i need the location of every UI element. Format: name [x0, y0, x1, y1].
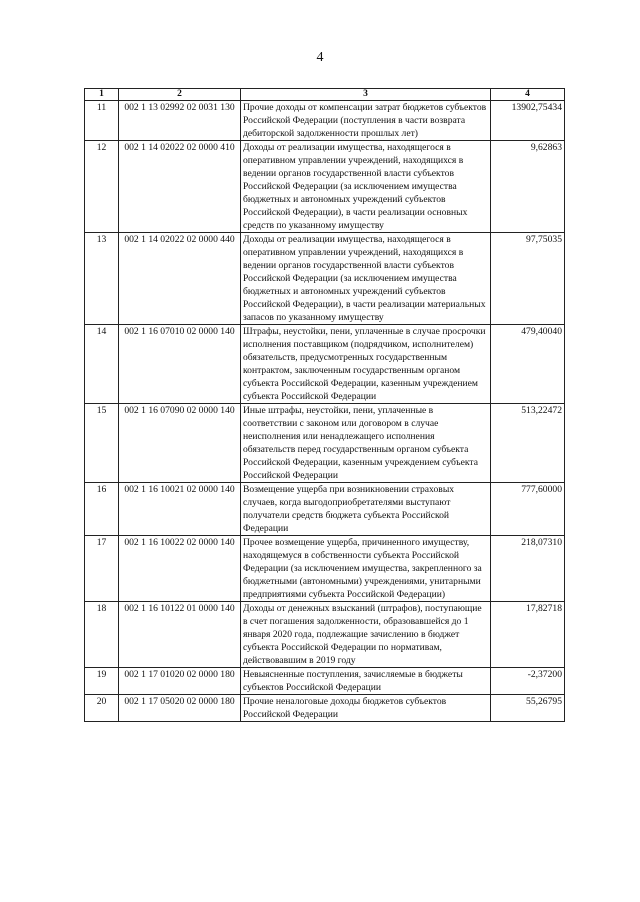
row-number: 11: [85, 101, 119, 141]
revenue-name: Прочее возмещение ущерба, причиненного имуществу, находящемуся в собственности субъекта Российской Федерации (за исключением имущества, закрепленного за бюджетными (автономными) учреждениями, унитарными предприятиями субъекта Российской Федерации): [241, 536, 491, 602]
revenue-amount: 777,60000: [491, 483, 565, 536]
table-row: [85, 101, 565, 141]
row-number: 14: [85, 325, 119, 404]
revenue-amount: -2,37200: [491, 668, 565, 695]
revenue-amount: 218,07310: [491, 536, 565, 602]
revenue-amount: 513,22472: [491, 404, 565, 483]
row-number: 15: [85, 404, 119, 483]
budget-code: 002 1 17 05020 02 0000 180: [119, 695, 241, 722]
revenue-amount: 17,82718: [491, 602, 565, 668]
table-row: [85, 233, 565, 325]
header-col-2: 2: [119, 89, 241, 101]
revenue-name: Невыясненные поступления, зачисляемые в бюджеты субъектов Российской Федерации: [241, 668, 491, 695]
header-col-4: 4: [491, 89, 565, 101]
row-number: 20: [85, 695, 119, 722]
row-number: 12: [85, 141, 119, 233]
revenue-name: Штрафы, неустойки, пени, уплаченные в случае просрочки исполнения поставщиком (подрядчиком, исполнителем) обязательств, предусмотренных государственным контрактом, заключенным государственным органом субъекта Российской Федерации, казенным учреждением субъекта Российской Федерации: [241, 325, 491, 404]
table-row: [85, 141, 565, 233]
row-number: 17: [85, 536, 119, 602]
table-row: [85, 325, 565, 404]
revenue-name: Доходы от реализации имущества, находящегося в оперативном управлении учреждений, находящихся в ведении органов государственной власти субъектов Российской Федерации (за исключением имущества бюджетных и автономных учреждений субъектов Российской Федерации), в части реализации материальных запасов по указанному имуществу: [241, 233, 491, 325]
revenue-amount: 97,75035: [491, 233, 565, 325]
budget-code: 002 1 16 10021 02 0000 140: [119, 483, 241, 536]
table-header-row: [85, 89, 565, 101]
row-number: 13: [85, 233, 119, 325]
revenue-table: [84, 88, 565, 722]
header-col-3: 3: [241, 89, 491, 101]
budget-code: 002 1 16 10122 01 0000 140: [119, 602, 241, 668]
revenue-amount: 479,40040: [491, 325, 565, 404]
budget-code: 002 1 17 01020 02 0000 180: [119, 668, 241, 695]
revenue-name: Прочие доходы от компенсации затрат бюджетов субъектов Российской Федерации (поступления в части возврата дебиторской задолженности прошлых лет): [241, 101, 491, 141]
revenue-name: Доходы от денежных взысканий (штрафов), поступающие в счет погашения задолженности, образовавшейся до 1 января 2020 года, подлежащие зачислению в бюджет субъекта Российской Федерации по нормативам, действовавшим в 2019 году: [241, 602, 491, 668]
revenue-name: Прочие неналоговые доходы бюджетов субъектов Российской Федерации: [241, 695, 491, 722]
row-number: 18: [85, 602, 119, 668]
revenue-name: Возмещение ущерба при возникновении страховых случаев, когда выгодоприобретателями выступают получатели средств бюджета субъекта Российской Федерации: [241, 483, 491, 536]
table-row: [85, 483, 565, 536]
budget-code: 002 1 14 02022 02 0000 410: [119, 141, 241, 233]
revenue-amount: 9,62863: [491, 141, 565, 233]
page-number: 4: [316, 50, 324, 65]
budget-code: 002 1 14 02022 02 0000 440: [119, 233, 241, 325]
row-number: 16: [85, 483, 119, 536]
budget-code: 002 1 16 07090 02 0000 140: [119, 404, 241, 483]
revenue-name: Иные штрафы, неустойки, пени, уплаченные в соответствии с законом или договором в случае неисполнения или ненадлежащего исполнения обязательств перед государственным органом субъекта Российской Федерации, казенным учреждением субъекта Российской Федерации: [241, 404, 491, 483]
revenue-amount: 13902,75434: [491, 101, 565, 141]
table-row: [85, 536, 565, 602]
revenue-name: Доходы от реализации имущества, находящегося в оперативном управлении учреждений, находящихся в ведении органов государственной власти субъектов Российской Федерации (за исключением имущества бюджетных и автономных учреждений субъектов Российской Федерации), в части реализации основных средств по указанному имуществу: [241, 141, 491, 233]
revenue-amount: 55,26795: [491, 695, 565, 722]
budget-code: 002 1 13 02992 02 0031 130: [119, 101, 241, 141]
row-number: 19: [85, 668, 119, 695]
table-row: [85, 404, 565, 483]
table-row: [85, 602, 565, 668]
budget-code: 002 1 16 10022 02 0000 140: [119, 536, 241, 602]
table-row: [85, 668, 565, 695]
table-row: [85, 695, 565, 722]
budget-code: 002 1 16 07010 02 0000 140: [119, 325, 241, 404]
header-col-1: 1: [85, 89, 119, 101]
